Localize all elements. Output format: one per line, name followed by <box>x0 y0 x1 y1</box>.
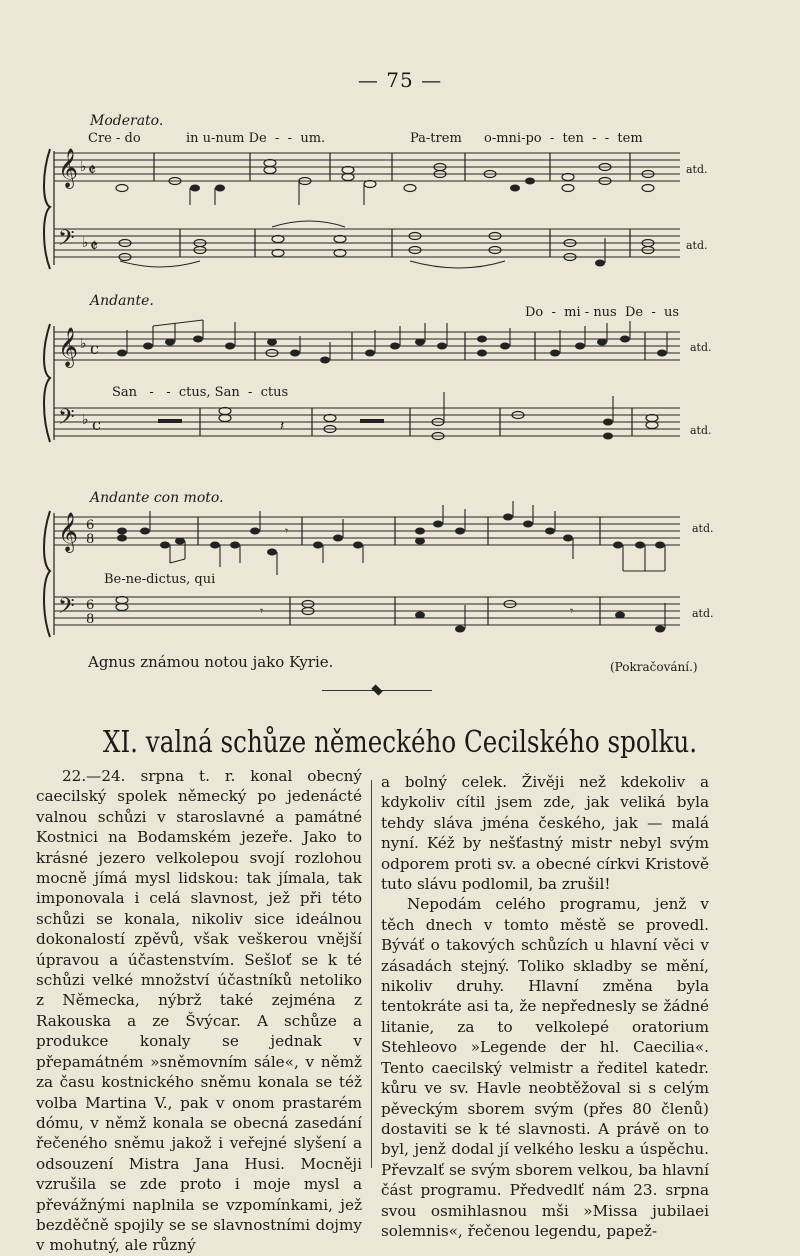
svg-text:𝄾: 𝄾 <box>570 604 574 618</box>
svg-text:𝄾: 𝄾 <box>285 524 289 538</box>
svg-text:𝄽: 𝄽 <box>280 418 285 434</box>
page-number: — 75 — <box>357 68 443 92</box>
svg-text:8: 8 <box>86 532 95 547</box>
svg-text:𝄵: 𝄵 <box>88 160 97 181</box>
tempo-andante: Andante. <box>90 293 154 309</box>
atd-label: atd. <box>686 163 708 176</box>
svg-text:c: c <box>92 415 101 434</box>
lyric-sanctus: San - - ctus, San - ctus <box>112 385 289 400</box>
music-system-credo <box>40 143 680 273</box>
svg-text:♭: ♭ <box>82 412 89 428</box>
paragraph: a bolný celek. Živěji než kdekoliv a kdykoliv cítil jsem zde, jak veliká byla tehdy sláva jména českého, jak — malá nyní. Kéž by nešťastný mistr nebyl svým odporem proti sv. a obecné církvi Kristově tuto slávu podlomil, ba zrušil! <box>381 773 709 894</box>
atd-label: atd. <box>692 522 714 535</box>
treble-clef-icon: 𝄞 <box>58 148 79 188</box>
bass-clef-icon: 𝄢 <box>58 405 75 435</box>
atd-label: atd. <box>686 239 708 252</box>
svg-text:𝄵: 𝄵 <box>90 236 99 257</box>
divider-ornament-icon <box>371 684 382 695</box>
column-divider <box>371 780 372 1168</box>
music-system-sanctus <box>40 318 680 448</box>
tempo-moderato: Moderato. <box>90 113 164 129</box>
paragraph: Nepodám celého programu, jenž v těch dnech v tomto městě se provedl. Býváť o takových schůzích u hlavní věci v zásadách stejný. Toliko skladby se mění, nikoliv druhy. Hlavní změna byla tentokráte asi ta, že nepřednesly se žádné litanie, za to velkolepé oratorium Stehleovo »Legende der hl. Caecilia«. Tento caecilský velmistr a ředitel katedr. kůru ve sv. Havle neobtěžoval si s celým pěveckým sborem svým (přes 80 členů) dostaviti se k té slavnosti. A právě on to byl, jenž dodal jí velkého lesku a úspěchu. Převzalť se svým sborem velkou, ba hlavní část programu. Předvedlť nám 23. srpna svou osmihlasnou mši »Missa jubilaei solemnis«, řečenou legendu, papež- <box>381 895 709 1240</box>
bass-clef-icon: 𝄢 <box>58 226 75 256</box>
lyric-omnipotentem: o-mni-po - ten - - tem <box>484 131 643 146</box>
treble-staff <box>54 153 680 181</box>
treble-clef-icon: 𝄞 <box>58 327 79 367</box>
atd-label: atd. <box>692 607 714 620</box>
right-column <box>381 772 709 1241</box>
tempo-andante-con-moto: Andante con moto. <box>90 490 224 506</box>
svg-text:♭: ♭ <box>80 336 87 352</box>
svg-text:6: 6 <box>86 518 95 533</box>
lyric-dominus-deus: Do - mi - nus De - us <box>525 305 680 320</box>
svg-text:8: 8 <box>86 612 95 627</box>
svg-text:6: 6 <box>86 598 95 613</box>
svg-text:c: c <box>90 339 99 358</box>
lyric-patrem: Pa-trem <box>410 131 462 146</box>
svg-text:♭: ♭ <box>82 235 89 251</box>
lyric-credo: Cre - do <box>88 131 141 146</box>
lyric-benedictus: Be-ne-dictus, qui <box>104 572 216 587</box>
bass-clef-icon: 𝄢 <box>58 594 75 624</box>
svg-text:♭: ♭ <box>80 159 87 175</box>
svg-text:𝄾: 𝄾 <box>260 604 264 618</box>
atd-label: atd. <box>690 341 712 354</box>
treble-clef-icon: 𝄞 <box>58 512 79 552</box>
bass-staff <box>54 229 680 257</box>
left-column <box>36 766 362 1256</box>
lyric-in-unum: in u-num De - - um. <box>186 131 326 146</box>
continuation-note: (Pokračování.) <box>610 660 698 674</box>
bass-staff <box>54 597 680 625</box>
article-heading: XI. valná schůze německého Cecilského spolku. <box>102 725 698 760</box>
atd-label: atd. <box>690 424 712 437</box>
paragraph: 22.—24. srpna t. r. konal obecný caecilský spolek německý po jedenácté valnou schůzi v staroslavné a památné Kostnici na Bodamském jezeře. Jako to krásné jezero velkolepou svojí rozlohou mocně jímá mysl lidskou: tak jímala, tak imponovala i celá slavnost, jež při této schůzi se konala, nikoliv sice ideálnou dokonalostí zpěvů, však veškerou vnější úpravou a účastenstvím. Sešloť se k té schůzi velké množství účastníků netoliko z Německa, nýbrž také zejména z Rakouska a ze Švýcar. A schůze a produkce konaly se jednak v přepamátném »sněmovním sále«, v němž za času kostnického sněmu konala se též volba Martina V., pak v onom prastarém dómu, v němž konala se obecná zasedání řečeného sněmu jakož i veřejné slyšení a odsouzení Mistra Jana Husi. Mocněji vzrušila se zde proto i moje mysl a převážnými naplnila se vzpomínkami, jež bezděčně spojily se se slavnostními dojmy v mohutný, ale různý <box>36 767 362 1255</box>
agnus-note: Agnus známou notou jako Kyrie. <box>88 653 334 671</box>
